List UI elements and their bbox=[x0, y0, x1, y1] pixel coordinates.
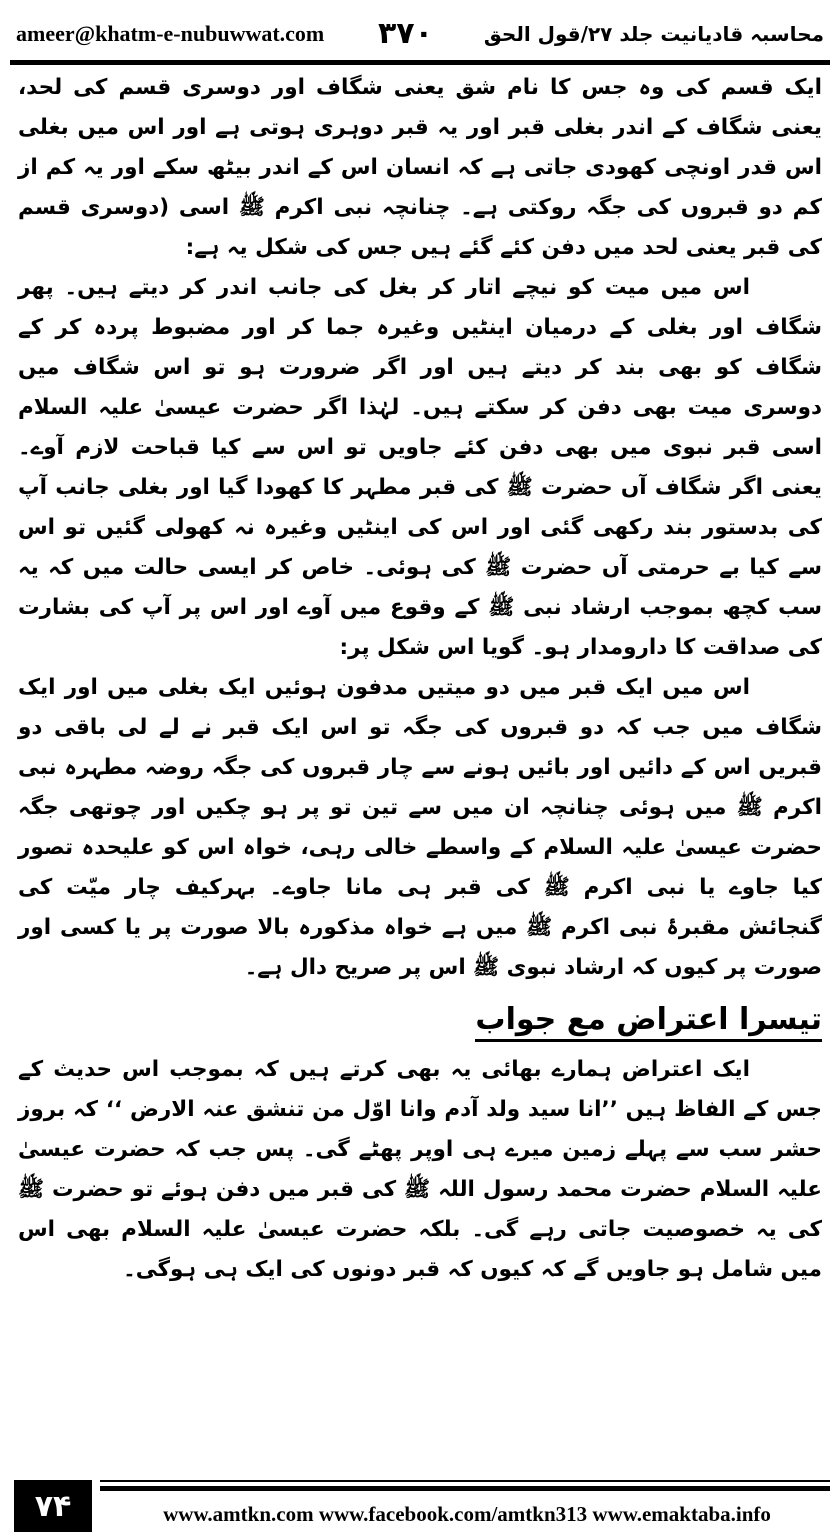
header-email: ameer@khatm-e-nubuwwat.com bbox=[16, 21, 325, 46]
footer-rule-thin bbox=[100, 1480, 830, 1482]
footer-links: www.amtkn.com www.facebook.com/amtkn313 www.emaktaba.info bbox=[163, 1501, 771, 1526]
paragraph-3: اس میں ایک قبر میں دو میتیں مدفون ہوئیں ایک بغلی میں اور ایک شگاف میں جب کہ دو قبروں کی جگہ تو اس ایک قبر نے لے لی باقی دو قبریں اس کے دائیں اور بائیں ہونے سے چار قبروں کی جگہ روضہ مطہرہ نبی اکرم ﷺ میں ہوئی چنانچہ ان میں سے تین تو پر ہو چکیں اور چوتھی جگہ حضرت عیسیٰ علیہ السلام کے واسطے خالی رہی، خواہ اس کو علیحدہ تصور کیا جاوے یا نبی اکرم ﷺ کی قبر ہی مانا جاوے۔ بہرکیف چار میّت کی گنجائش مقبرۂ نبی اکرم ﷺ میں ہے خواہ مذکورہ بالا صورت پر یا کسی اور صورت پر کیوں کہ ارشاد نبوی ﷺ اس پر صریح دال ہے۔ bbox=[18, 675, 822, 980]
section-heading-text: تیسرا اعتراض مع جواب bbox=[475, 1002, 822, 1042]
page-header bbox=[16, 14, 824, 54]
section-heading bbox=[18, 992, 822, 1048]
header-rule bbox=[10, 60, 830, 65]
footer-page-number: ۷۴ bbox=[14, 1480, 92, 1532]
paragraph-1: ایک قسم کی وہ جس کا نام شق یعنی شگاف اور دوسری قسم کی لحد، یعنی شگاف کے اندر بغلی قبر اور یہ قبر دوہری ہوتی ہے اور اس میں بغلی اس قدر اونچی کھودی جاتی ہے کہ انسان اس کے اندر بیٹھ سکے اور یہ کم از کم دو قبروں کی جگہ روکتی ہے۔ چنانچہ نبی اکرم ﷺ اسی (دوسری قسم کی قبر یعنی لحد میں دفن کئے گئے ہیں جس کی شکل یہ ہے: bbox=[18, 75, 822, 260]
paragraph-2: اس میں میت کو نیچے اتار کر بغل کی جانب اندر کر دیتے ہیں۔ پھر شگاف اور بغلی کے درمیان اینٹیں وغیرہ جما کر اور مضبوط پردہ کر کے شگاف کو بھی بند کر دیتے ہیں اور اگر ضرورت ہو تو اس شگاف میں دوسری میت بھی دفن کر سکتے ہیں۔ لہٰذا اگر حضرت عیسیٰ علیہ السلام اسی قبر نبوی میں بھی دفن کئے جاویں تو اس سے کیا قباحت لازم آوے۔ یعنی اگر شگاف آں حضرت ﷺ کی قبر مطہر کا کھودا گیا اور بغلی جانب آپ کی بدستور بند رکھی گئی اور اس کی اینٹیں وغیرہ نہ کھولی گئیں تو اس سے کیا بے حرمتی آں حضرت ﷺ کی ہوئی۔ خاص کر ایسی حالت میں کہ یہ سب کچھ بموجب ارشاد نبی ﷺ کے وقوع میں آوے اور اس پر آپ کی بشارت کی صداقت کا دارومدار ہو۔ گویا اس شکل پر: bbox=[18, 275, 822, 660]
header-book-title: محاسبہ قادیانیت جلد ۲۷/قول الحق bbox=[483, 22, 824, 46]
header-page-number: ۳۷۰ bbox=[378, 16, 433, 51]
paragraph-4: ایک اعتراض ہمارے بھائی یہ بھی کرتے ہیں کہ بموجب اس حدیث کے جس کے الفاظ ہیں ’’انا سید ولد آدم وانا اوّل من تنشق عنہ الارض ‘‘ کہ بروز حشر سب سے پہلے زمین میرے ہی اوپر پھٹے گی۔ پس جب کہ حضرت عیسیٰ علیہ السلام حضرت محمد رسول اللہ ﷺ کی قبر میں دفن ہوئے تو حضرت ﷺ کی یہ خصوصیت جاتی رہے گی۔ بلکہ حضرت عیسیٰ علیہ السلام بھی اس میں شامل ہو جاویں گے کہ کیوں کہ قبر دونوں کی ایک ہی ہوگی۔ bbox=[18, 1057, 822, 1282]
page-body bbox=[18, 68, 822, 1290]
footer-rule-thick bbox=[100, 1486, 830, 1491]
